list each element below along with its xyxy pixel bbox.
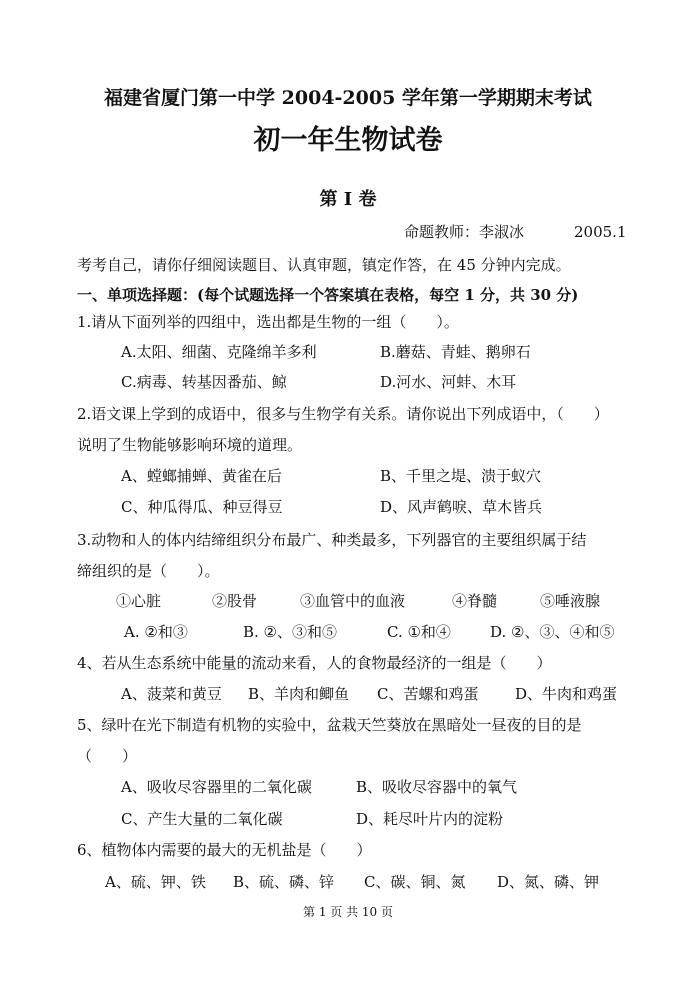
section-title: 一、单项选择题：(每个试题选择一个答案填在表格，每空 1 分，共 30 分) [77,286,579,304]
question-stem-continued: 说明了生物能够影响环境的道理。 [77,436,303,454]
teacher-label: 命题教师：李淑冰 [404,223,525,241]
option-d: D、风声鹤唳、草木皆兵 [380,498,543,516]
option-c: C、产生大量的二氧化碳 [121,810,283,828]
exam-school-title: 福建省厦门第一中学 2004-2005 学年第一学期期末考试 [104,87,592,109]
option-b: B、羊肉和鲫鱼 [248,685,350,703]
option-b: B.蘑菇、青蛙、鹅卵石 [380,343,531,361]
option-d: D、氮、磷、钾 [497,873,600,891]
option-b: B、吸收尽容器中的氧气 [356,778,518,796]
option-b: B、硫、磷、锌 [233,873,335,891]
item-3: ③血管中的血液 [300,592,406,610]
page-footer: 第 1 页 共 10 页 [303,905,393,919]
item-5: ⑤唾液腺 [540,592,601,610]
option-b: B、千里之堤、溃于蚁穴 [380,467,542,485]
option-a: A、硫、钾、铁 [105,873,206,891]
question-stem-continued: （ ） [77,747,138,765]
question-stem: 2.语文课上学到的成语中，很多与生物学有关系。请你说出下列成语中，（ ） [77,405,609,423]
question-stem: 6、植物体内需要的最大的无机盐是（ ） [77,841,372,859]
exam-subject-title: 初一年生物试卷 [253,125,443,156]
option-a: A. ②和③ [124,623,188,641]
intro-text: 考考自己，请你仔细阅读题目、认真审题，镇定作答，在 45 分钟内完成。 [77,256,571,274]
item-2: ②股骨 [212,592,258,610]
volume-label: 第 I 卷 [319,189,377,210]
option-c: C.病毒、转基因番茄、鲸 [121,373,287,391]
option-c: C、种瓜得瓜、种豆得豆 [121,498,283,516]
option-c: C、苦螺和鸡蛋 [377,685,479,703]
option-c: C. ①和④ [387,623,451,641]
option-a: A、菠菜和黄豆 [121,685,222,703]
question-stem-continued: 缔组织的是（ ）。 [77,562,220,580]
question-stem: 1.请从下面列举的四组中，选出都是生物的一组（ ）。 [77,313,459,331]
option-d: D、牛肉和鸡蛋 [515,685,618,703]
option-a: A、吸收尽容器里的二氧化碳 [121,778,312,796]
option-c: C、碳、铜、氮 [364,873,466,891]
option-d: D. ②、③、④和⑤ [490,623,615,641]
item-4: ④脊髓 [452,592,498,610]
option-a: A、螳螂捕蝉、黄雀在后 [121,467,282,485]
question-stem: 4、若从生态系统中能量的流动来看，人的食物最经济的一组是（ ） [77,654,552,672]
option-b: B. ②、③和⑤ [243,623,338,641]
option-d: D.河水、河蚌、木耳 [380,373,517,391]
option-a: A.太阳、细菌、克隆绵羊多利 [121,343,317,361]
question-stem: 3.动物和人的体内结缔组织分布最广、种类最多，下列器官的主要组织属于结 [77,531,587,549]
exam-date: 2005.1 [574,223,627,241]
question-stem: 5、绿叶在光下制造有机物的实验中，盆栽天竺葵放在黑暗处一昼夜的目的是 [77,716,582,734]
option-d: D、耗尽叶片内的淀粉 [356,810,504,828]
item-1: ①心脏 [116,592,162,610]
